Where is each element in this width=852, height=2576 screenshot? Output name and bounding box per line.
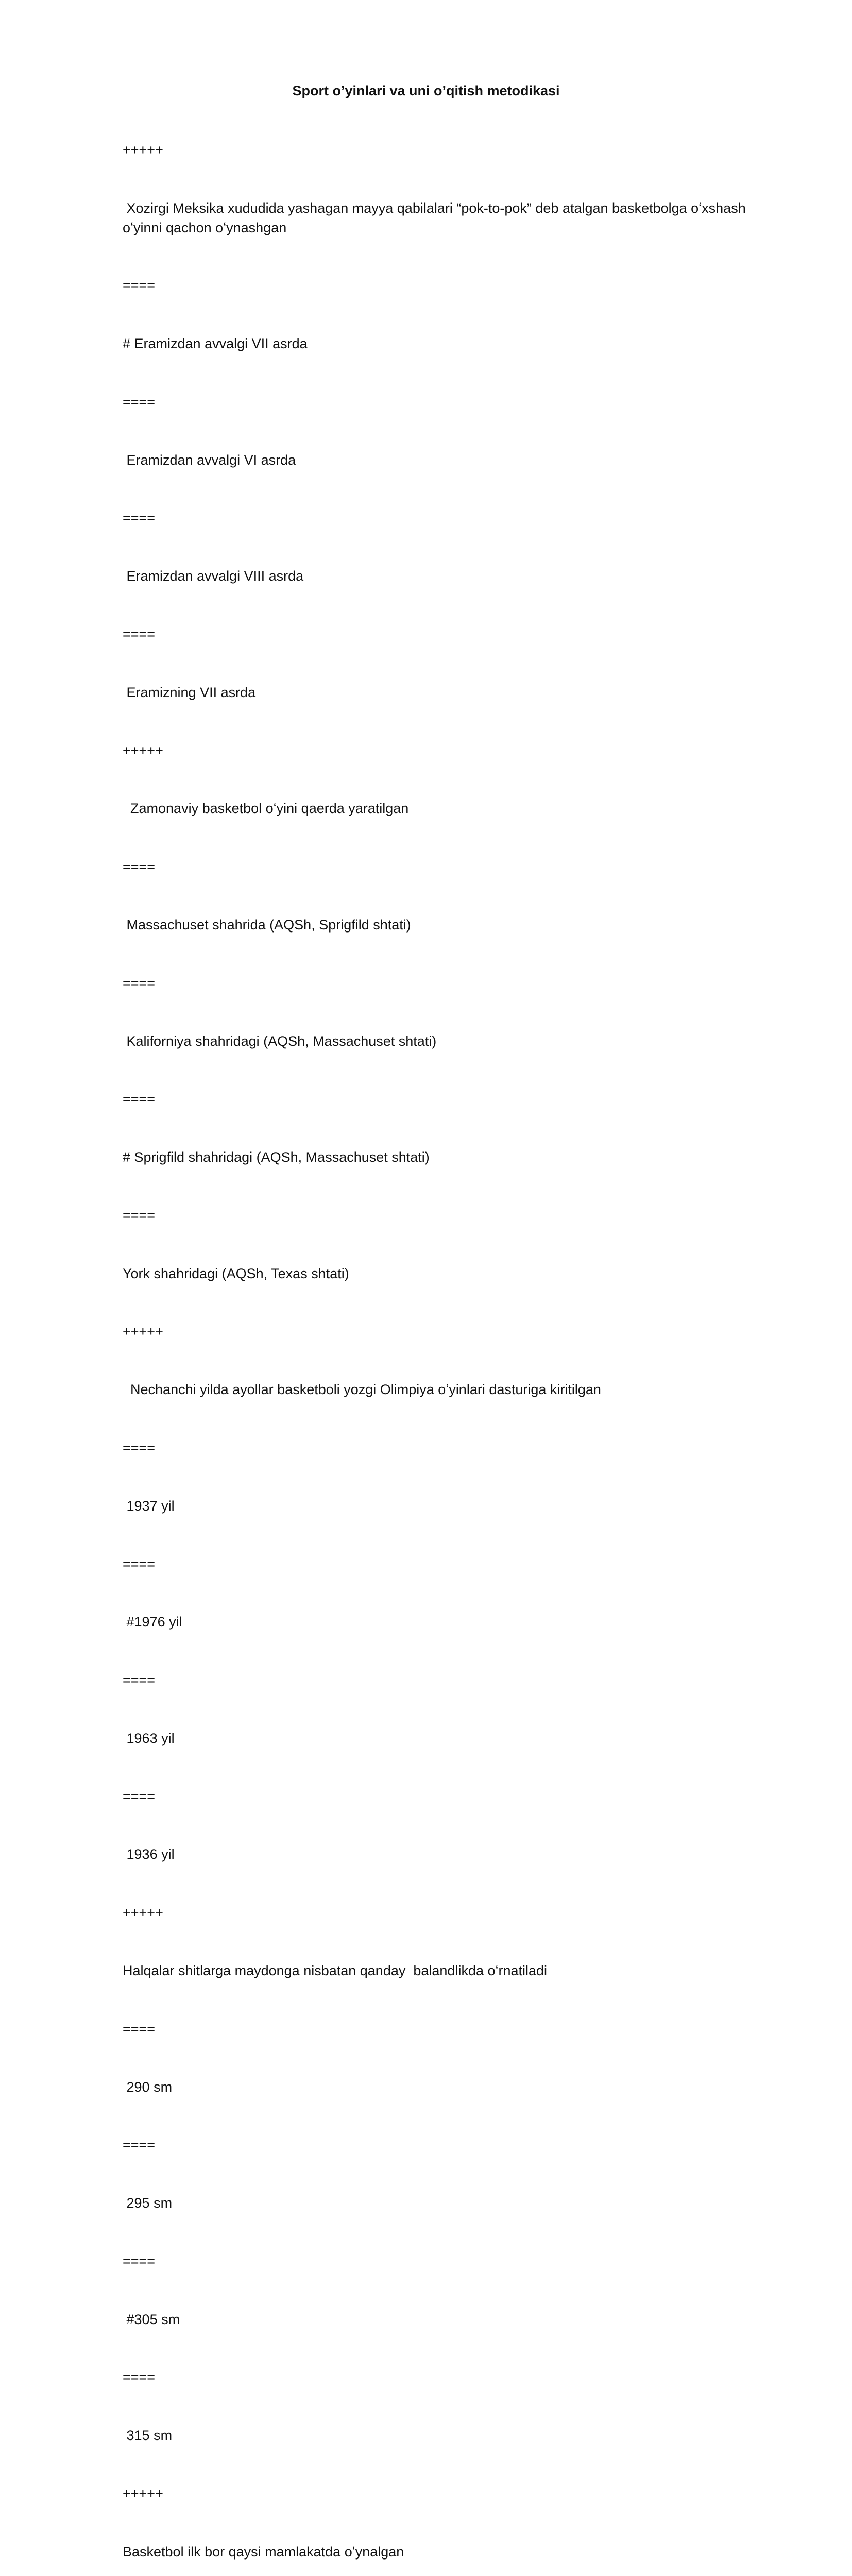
answer-option: 295 sm <box>123 2195 173 2211</box>
separator-line: ==== <box>123 1556 156 1572</box>
separator-line: +++++ <box>123 742 163 758</box>
answer-option: 290 sm <box>123 2079 173 2095</box>
answer-option: 315 sm <box>123 2428 173 2444</box>
separator-line: ==== <box>123 2137 156 2153</box>
separator-line: ==== <box>123 975 156 991</box>
separator-line: ==== <box>123 2369 156 2385</box>
answer-option: Massachuset shahrida (AQSh, Sprigfild shtati) <box>123 917 411 933</box>
answer-option: Eramizdan avvalgi VI asrda <box>123 452 296 468</box>
answer-option: 1937 yil <box>123 1498 175 1514</box>
separator-line: ==== <box>123 394 156 410</box>
answer-option: Eramizning VII asrda <box>123 684 256 700</box>
separator-line: ==== <box>123 1439 156 1455</box>
question-text: Basketbol ilk bor qaysi mamlakatda oʻynalgan <box>123 2544 404 2560</box>
answer-option: 1963 yil <box>123 1730 175 1746</box>
separator-line: +++++ <box>123 1324 163 1340</box>
answer-option: Kaliforniya shahridagi (AQSh, Massachuset shtati) <box>123 1033 437 1049</box>
answer-option: 1936 yil <box>123 1846 175 1862</box>
answer-option: # Sprigfild shahridagi (AQSh, Massachuset shtati) <box>123 1149 430 1165</box>
question-text: Zamonaviy basketbol oʻyini qaerda yaratilgan <box>123 801 409 817</box>
separator-line: ==== <box>123 2253 156 2269</box>
separator-line: ==== <box>123 1207 156 1223</box>
page-title: Sport o’yinlari va uni o’qitish metodikasi <box>292 83 560 98</box>
answer-option: # Eramizdan avvalgi VII asrda <box>123 336 308 352</box>
document-body <box>123 102 787 2576</box>
separator-line: ==== <box>123 1788 156 1804</box>
separator-line: ==== <box>123 278 156 294</box>
separator-line: +++++ <box>123 1905 163 1921</box>
separator-line: +++++ <box>123 2486 163 2502</box>
separator-line: ==== <box>123 859 156 875</box>
question-text: Nechanchi yilda ayollar basketboli yozgi Olimpiya oʻyinlari dasturiga kiritilgan <box>123 1382 601 1398</box>
answer-option: #305 sm <box>123 2311 180 2327</box>
separator-line: ==== <box>123 1091 156 1107</box>
answer-option: #1976 yil <box>123 1614 182 1630</box>
separator-line: ==== <box>123 2021 156 2037</box>
separator-line: ==== <box>123 1672 156 1688</box>
answer-option: Eramizdan avvalgi VIII asrda <box>123 568 304 584</box>
separator-line: ==== <box>123 626 156 642</box>
answer-option: York shahridagi (AQSh, Texas shtati) <box>123 1265 349 1281</box>
separator-line: +++++ <box>123 142 163 158</box>
separator-line: ==== <box>123 510 156 526</box>
question-text: Halqalar shitlarga maydonga nisbatan qanday balandlikda oʻrnatiladi <box>123 1963 548 1978</box>
question-text: Xozirgi Meksika xududida yashagan mayya qabilalari “pok-to-pok” deb atalgan basketbolga oʻxshash oʻyinni qachon oʻynashgan <box>123 200 750 235</box>
